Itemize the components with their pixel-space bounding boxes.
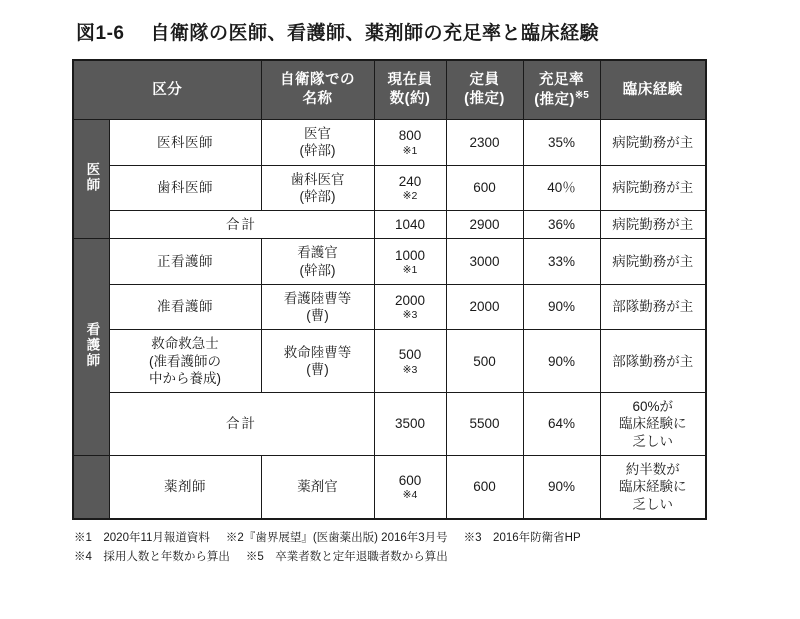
row-kubun: 歯科医師	[109, 165, 261, 211]
row-rate: 36%	[523, 211, 600, 239]
header-rate-line2: (推定)	[534, 91, 575, 108]
row-kubun: 准看護師	[109, 284, 261, 330]
header-kubun: 区分	[73, 60, 261, 120]
header-quota-line1: 定員	[469, 72, 500, 89]
row-name: 看護陸曹等 (曹)	[261, 284, 374, 330]
row-quota: 3000	[446, 239, 523, 285]
row-quota: 5500	[446, 393, 523, 456]
row-experience: 病院勤務が主	[600, 120, 706, 166]
row-name: 歯科医官 (幹部)	[261, 165, 374, 211]
figure-number: 図1-6	[76, 23, 125, 44]
table-header-row	[73, 60, 706, 120]
header-current-line2: 数(約)	[389, 91, 431, 107]
table-row-total	[73, 393, 706, 456]
footnote-line-2	[74, 548, 760, 567]
row-rate: 90%	[523, 284, 600, 330]
header-rate-footnote: ※5	[574, 89, 589, 101]
row-rate: 90%	[523, 330, 600, 393]
row-rate: 90%	[523, 455, 600, 518]
group-label-nurse: 看護師	[73, 239, 109, 456]
row-experience: 病院勤務が主	[600, 239, 706, 285]
header-current-line1: 現在員	[387, 72, 433, 89]
row-current-count: 1040	[374, 211, 446, 239]
table-row	[73, 455, 706, 518]
header-quota-line2: (推定)	[464, 91, 505, 107]
row-current-count: 500 ※3	[374, 330, 446, 393]
header-rate-line1: 充足率	[539, 72, 584, 89]
row-name: 薬剤官	[261, 455, 374, 518]
footnote-line-1	[74, 529, 760, 548]
figure-title-text: 自衛隊の医師、看護師、薬剤師の充足率と臨床経験	[150, 23, 599, 44]
footnote-5: ※5 卒業者数と定年退職者数から算出	[245, 550, 448, 563]
row-current-count: 240 ※2	[374, 165, 446, 211]
header-clinical-experience: 臨床経験	[600, 60, 706, 120]
row-name: 看護官 (幹部)	[261, 239, 374, 285]
row-rate: 33%	[523, 239, 600, 285]
row-rate: 35%	[523, 120, 600, 166]
row-quota: 2300	[446, 120, 523, 166]
table-row-total	[73, 211, 706, 239]
row-total-label: 合計	[109, 211, 374, 239]
group-label-pharmacist-blank	[73, 455, 109, 518]
row-rate: 40％	[523, 165, 600, 211]
footnote-2: ※2『歯界展望』(医歯薬出版) 2016年3月号	[225, 531, 448, 544]
footnotes	[74, 529, 760, 567]
footnote-3: ※3 2016年防衛省HP	[463, 531, 581, 544]
row-kubun: 薬剤師	[109, 455, 261, 518]
row-kubun: 救命救急士 (准看護師の 中から養成)	[109, 330, 261, 393]
row-current-count: 3500	[374, 393, 446, 456]
table-row	[73, 330, 706, 393]
table-row	[73, 239, 706, 285]
row-experience: 約半数が 臨床経験に 乏しい	[600, 455, 706, 518]
row-quota: 600	[446, 455, 523, 518]
group-label-doctor: 医師	[73, 120, 109, 239]
header-name-line1: 自衛隊での	[280, 72, 355, 89]
row-name: 救命陸曹等 (曹)	[261, 330, 374, 393]
table-row	[73, 284, 706, 330]
sufficiency-table	[72, 59, 707, 520]
row-experience: 部隊勤務が主	[600, 284, 706, 330]
header-sufficiency-rate	[523, 60, 600, 120]
footnote-1: ※1 2020年11月報道資料	[74, 531, 210, 544]
row-experience: 病院勤務が主	[600, 211, 706, 239]
row-current-count: 2000 ※3	[374, 284, 446, 330]
row-kubun: 正看護師	[109, 239, 261, 285]
row-quota: 2000	[446, 284, 523, 330]
row-experience: 病院勤務が主	[600, 165, 706, 211]
row-name: 医官 (幹部)	[261, 120, 374, 166]
footnote-4: ※4 採用人数と年数から算出	[74, 550, 230, 563]
row-current-count: 1000 ※1	[374, 239, 446, 285]
row-quota: 600	[446, 165, 523, 211]
header-name	[261, 60, 374, 120]
header-quota	[446, 60, 523, 120]
table-row	[73, 120, 706, 166]
table-row	[73, 165, 706, 211]
row-rate: 64%	[523, 393, 600, 456]
row-total-label: 合計	[109, 393, 374, 456]
row-quota: 2900	[446, 211, 523, 239]
row-experience: 60%が 臨床経験に 乏しい	[600, 393, 706, 456]
header-name-line2: 名称	[302, 91, 333, 107]
row-kubun: 医科医師	[109, 120, 261, 166]
row-current-count: 600 ※4	[374, 455, 446, 518]
row-experience: 部隊勤務が主	[600, 330, 706, 393]
figure-title	[76, 18, 760, 45]
header-current-count	[374, 60, 446, 120]
row-current-count: 800 ※1	[374, 120, 446, 166]
row-quota: 500	[446, 330, 523, 393]
